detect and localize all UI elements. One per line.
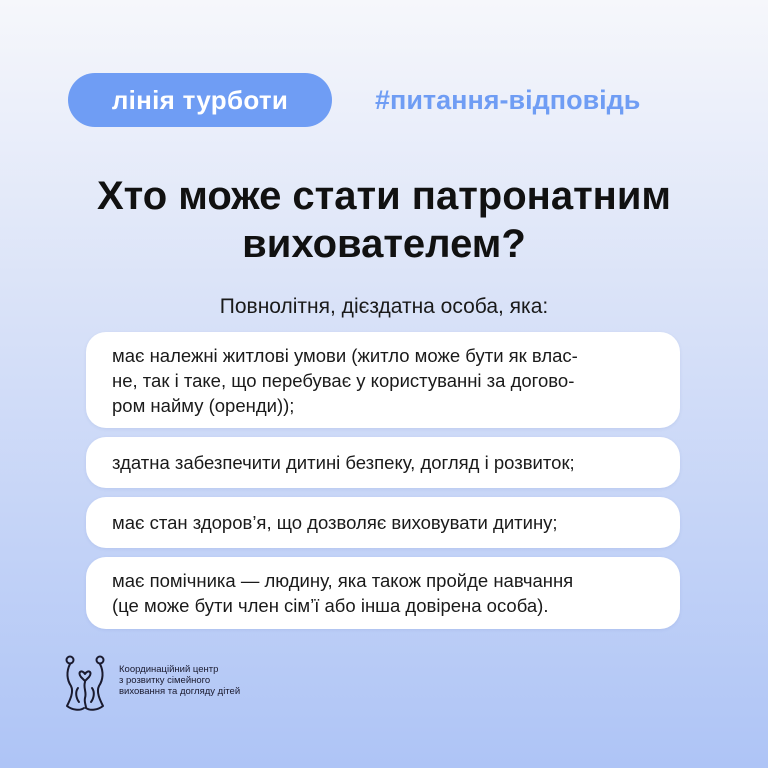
requirement-line: має помічника — людину, яка також пройде навчання [112,570,574,591]
organization-line: з розвитку сімейного [119,675,211,686]
organization-line: виховання та догляду дітей [119,686,241,697]
requirement-line: (це може бути член сім’ї або інша довірена особа). [112,595,549,616]
requirement-line: не, так і таке, що перебуває у користуванні за догово- [112,369,575,391]
organization-name [119,664,299,697]
requirement-text [112,450,575,475]
requirement-text [112,568,573,618]
requirement-card-assistant [86,557,680,629]
requirement-card-health [86,497,680,548]
subtitle: Повнолітня, дієздатна особа, яка: [219,295,549,318]
title-line-1: Хто може стати патронатним [96,174,672,218]
hashtag-label: #питання-відповідь [375,85,641,115]
family-heart-icon [62,654,110,714]
requirement-line: має належні житлові умови (житло може бути як влас- [112,344,578,366]
title-line-2: вихователем? [242,222,526,266]
organization-line: Координаційний центр [119,664,219,675]
topic-badge [68,73,332,127]
requirement-card-housing [86,332,680,428]
requirement-line: має стан здоров’я, що дозволяє виховувати дитину; [112,512,558,533]
page-title [0,172,768,268]
requirement-text [112,510,558,535]
topic-badge-label: лінія турботи [111,84,289,115]
requirement-card-safety [86,437,680,488]
requirement-line: ром найму (оренди)); [112,394,295,416]
requirement-line: здатна забезпечити дитині безпеку, догляд і розвиток; [112,452,575,473]
requirement-text [112,343,578,418]
